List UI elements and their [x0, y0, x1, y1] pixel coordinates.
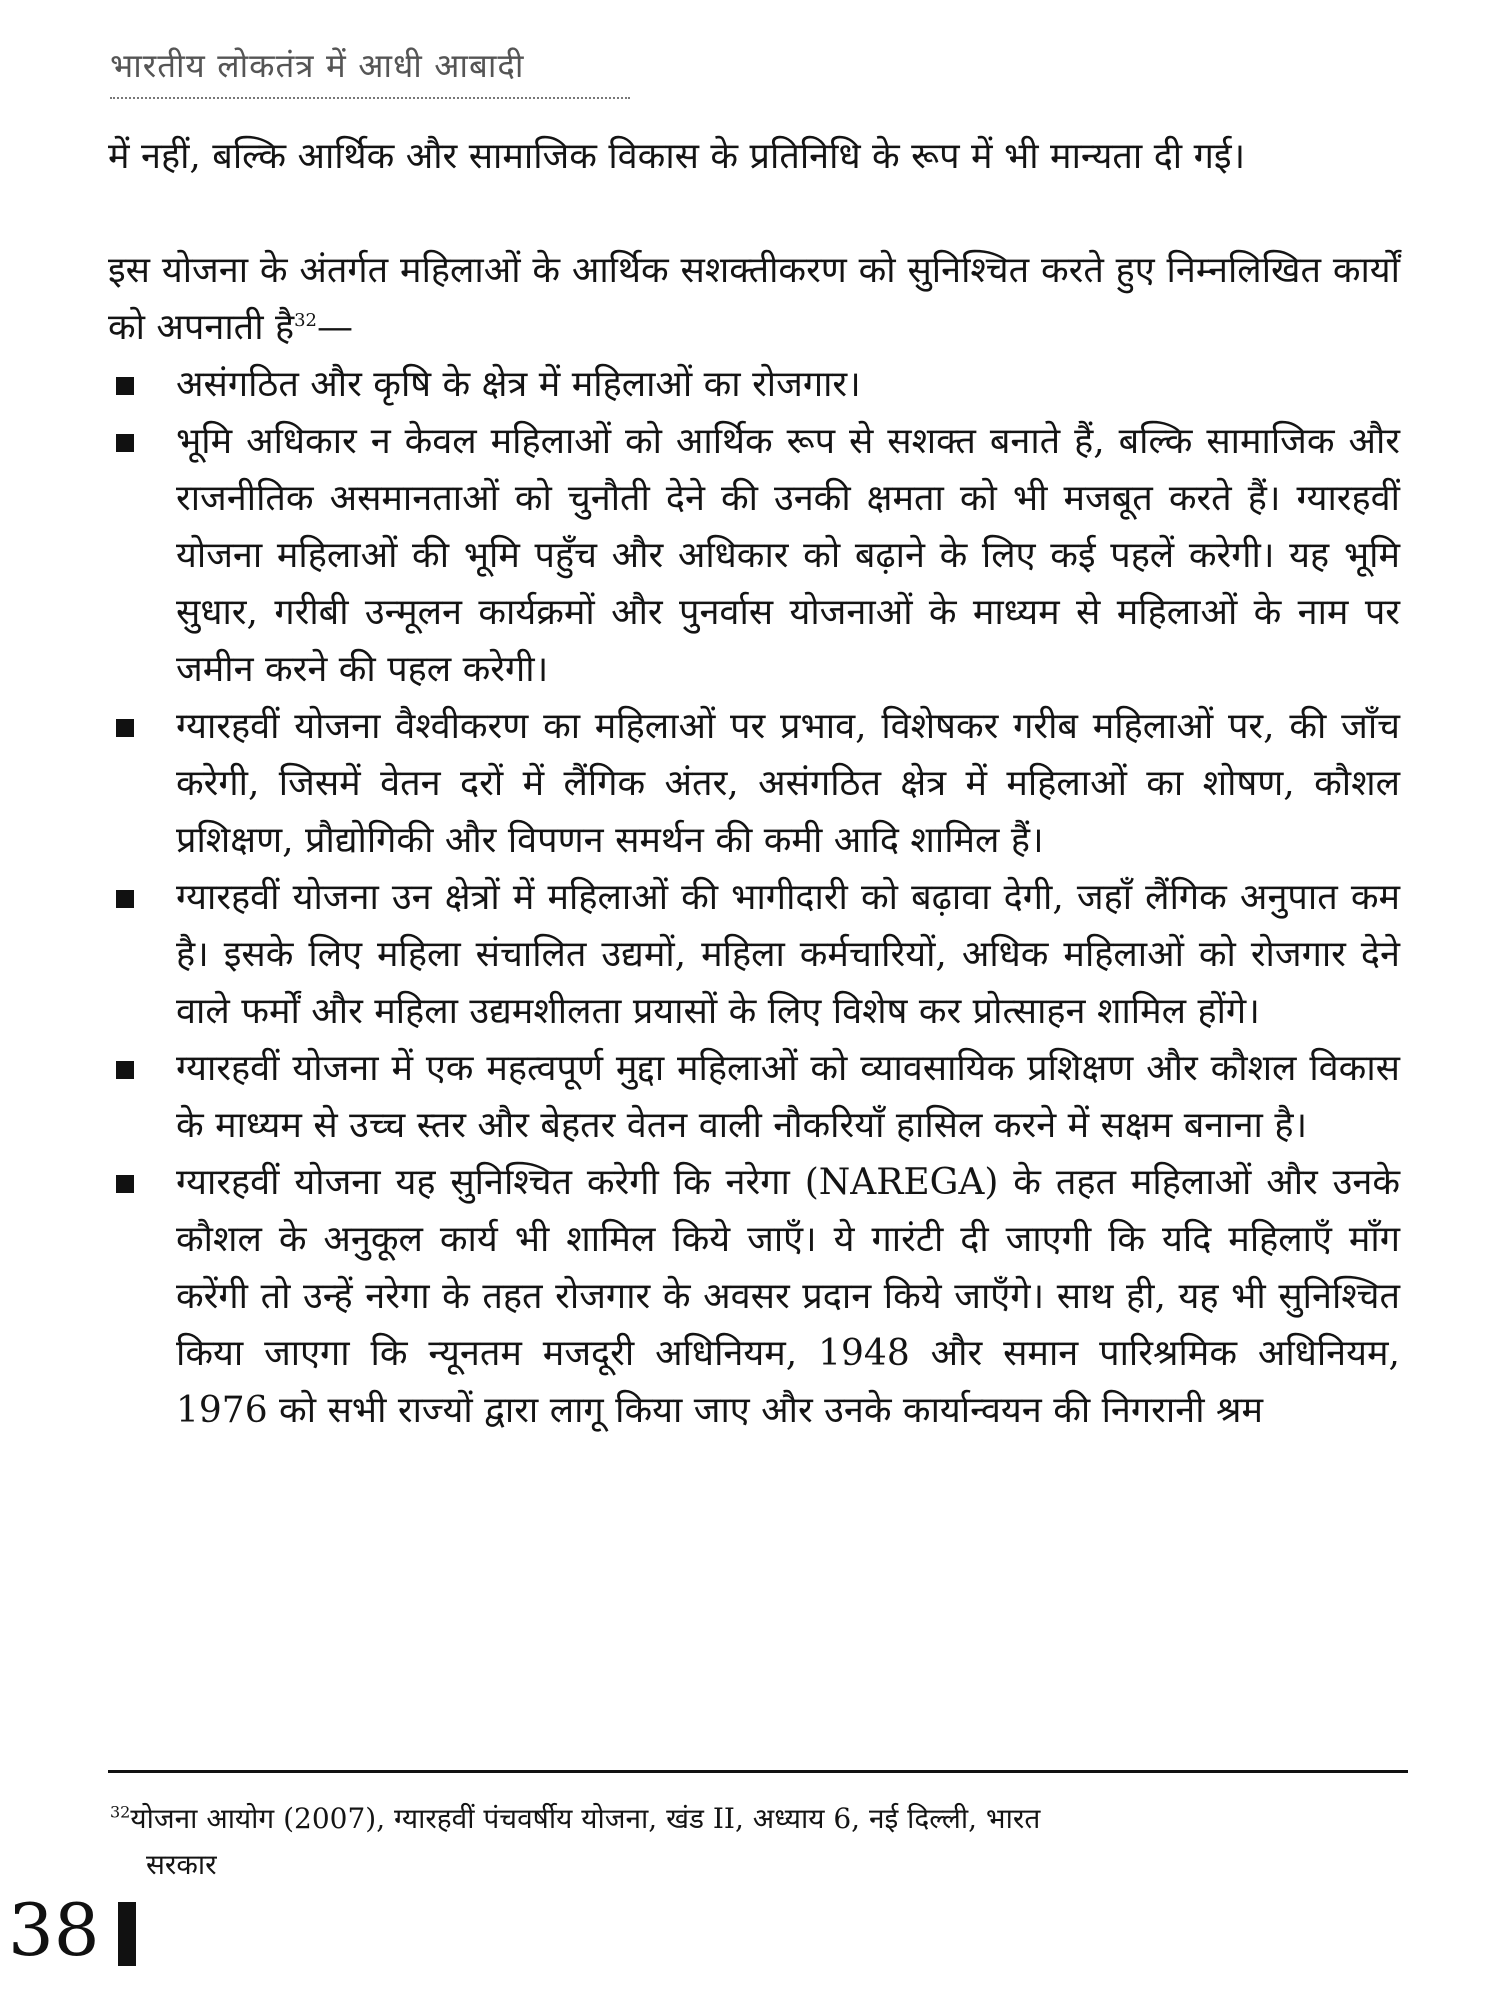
square-bullet-icon: [116, 890, 134, 908]
list-item: [108, 698, 1400, 869]
list-item-text: असंगठित और कृषि के क्षेत्र में महिलाओं का रोजगार।: [176, 364, 861, 405]
square-bullet-icon: [116, 434, 134, 452]
list-item: [108, 1040, 1400, 1154]
footnote-divider: [108, 1770, 1408, 1773]
square-bullet-icon: [116, 377, 134, 395]
footnote-text: योजना आयोग (2007), ग्यारहवीं पंचवर्षीय योजना, खंड II, अध्याय 6, नई दिल्ली, भारत: [130, 1802, 1041, 1835]
list-item-text: भूमि अधिकार न केवल महिलाओं को आर्थिक रूप से सशक्त बनाते हैं, बल्कि सामाजिक और राजनीतिक असमानताओं को चुनौती देने की उनकी क्षमता को भी मजबूत करते हैं। ग्यारहवीं योजना महिलाओं की भूमि पहुँच और अधिकार को बढ़ाने के लिए कई पहलें करेगी। यह भूमि सुधार, गरीबी उन्मूलन कार्यक्रमों और पुनर्वास योजनाओं के माध्यम से महिलाओं के नाम पर जमीन करने की पहल करेगी।: [176, 421, 1400, 690]
list-item: [108, 356, 1400, 413]
list-item-text: ग्यारहवीं योजना उन क्षेत्रों में महिलाओं की भागीदारी को बढ़ावा देगी, जहाँ लैंगिक अनुपात कम है। इसके लिए महिला संचालित उद्यमों, महिला कर्मचारियों, अधिक महिलाओं को रोजगार देने वाले फर्मों और महिला उद्यमशीलता प्रयासों के लिए विशेष कर प्रोत्साहन शामिल होंगे।: [176, 877, 1400, 1032]
footnote-mark: 32: [110, 1802, 131, 1822]
main-text: [108, 128, 1400, 1439]
square-bullet-icon: [116, 1175, 134, 1193]
list-item: [108, 869, 1400, 1040]
paragraph-intro-text: इस योजना के अंतर्गत महिलाओं के आर्थिक सशक्तीकरण को सुनिश्चित करते हुए निम्नलिखित कार्यों को अपनाती है: [108, 250, 1400, 348]
list-item-text: ग्यारहवीं योजना में एक महत्वपूर्ण मुद्दा महिलाओं को व्यावसायिक प्रशिक्षण और कौशल विकास के माध्यम से उच्च स्तर और बेहतर वेतन वाली नौकरियाँ हासिल करने में सक्षम बनाना है।: [176, 1048, 1400, 1146]
page-number-bar: [118, 1902, 136, 1966]
square-bullet-icon: [116, 1061, 134, 1079]
paragraph-continuation: में नहीं, बल्कि आर्थिक और सामाजिक विकास के प्रतिनिधि के रूप में भी मान्यता दी गई।: [108, 136, 1246, 177]
list-item-text: ग्यारहवीं योजना वैश्वीकरण का महिलाओं पर प्रभाव, विशेषकर गरीब महिलाओं पर, की जाँच करेगी, जिसमें वेतन दरों में लैंगिक अंतर, असंगठित क्षेत्र में महिलाओं का शोषण, कौशल प्रशिक्षण, प्रौद्योगिकी और विपणन समर्थन की कमी आदि शामिल हैं।: [176, 706, 1400, 861]
footnote-text-continued: सरकार: [146, 1848, 217, 1881]
paragraph-intro-dash: —: [316, 307, 353, 348]
list-item-text: ग्यारहवीं योजना यह सुनिश्चित करेगी कि नरेगा (NAREGA) के तहत महिलाओं और उनके कौशल के अनुकूल कार्य भी शामिल किये जाएँ। ये गारंटी दी जाएगी कि यदि महिलाएँ माँग करेंगी तो उन्हें नरेगा के तहत रोजगार के अवसर प्रदान किये जाएँगे। साथ ही, यह भी सुनिश्चित किया जाएगा कि न्यूनतम मजदूरी अधिनियम, 1948 और समान पारिश्रमिक अधिनियम, 1976 को सभी राज्यों द्वारा लागू किया जाए और उनके कार्यान्वयन की निगरानी श्रम: [176, 1162, 1400, 1431]
running-head-title: भारतीय लोकतंत्र में आधी आबादी: [110, 42, 630, 99]
list-item: [108, 1154, 1400, 1439]
square-bullet-icon: [116, 719, 134, 737]
list-item: [108, 413, 1400, 698]
footnote: [110, 1796, 1400, 1888]
footnote-reference: 32: [294, 310, 317, 331]
page-number: 38: [8, 1888, 100, 1972]
paragraph-intro: [108, 242, 1400, 356]
bullet-list: [108, 356, 1400, 1439]
